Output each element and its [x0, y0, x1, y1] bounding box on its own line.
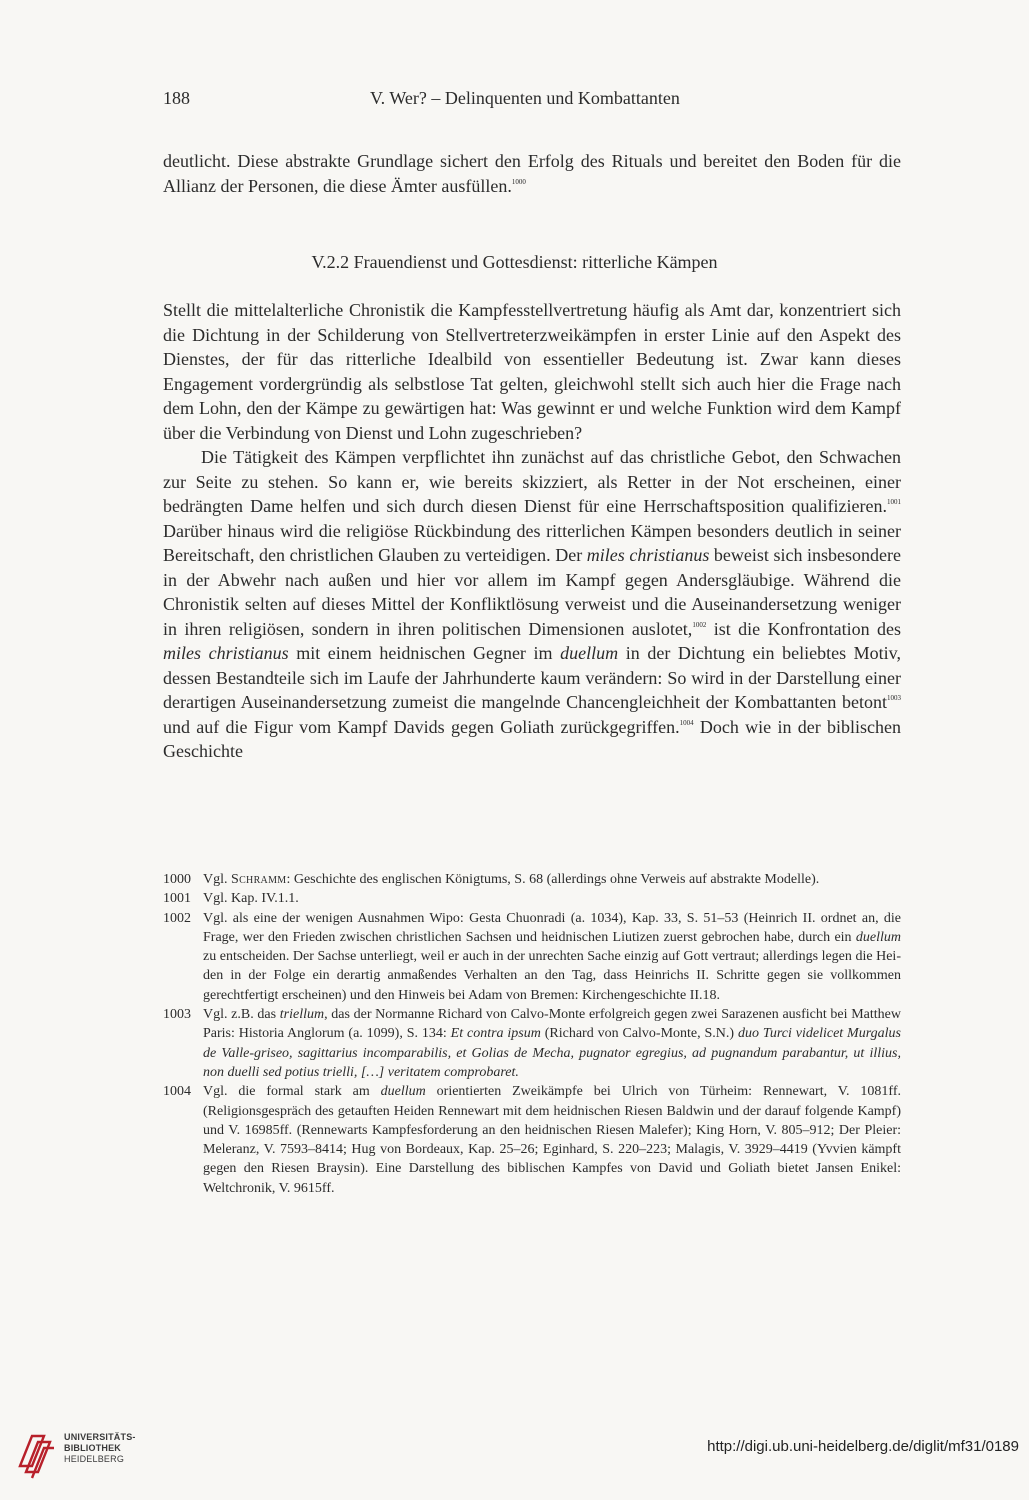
- footnote-number: 1001: [163, 891, 191, 907]
- intro-text: deutlicht. Diese abstrakte Grundlage sichert den Erfolg des Rituals und bereitet den Boden für die Allianz der Personen, die diese Ämter ausfüllen.: [163, 151, 901, 196]
- library-logo-icon: [14, 1426, 58, 1482]
- footnote-text: Vgl. Schramm: Geschichte des englischen Königtums, S. 68 (allerdings ohne Verweis auf abstrakte Modelle).: [203, 872, 820, 887]
- footnote: [163, 909, 901, 1005]
- footnote-number: 1002: [163, 910, 191, 926]
- paragraph-2: Die Tätigkeit des Kämpen verpflichtet ihn zunächst auf das christliche Gebot, den Schwachen zur Seite zu stehen. So kann er, wie bereits skizziert, als Retter in der Not erscheinen, einer bedrängten Dame helfen und sich durch diesen Dienst für eine Herrschaftsposition qualifizieren.$^{1001}$ Darüber hinaus wird die religiöse Rückbindung des ritterlichen Kämpen besonders deutlich in seiner Bereitschaft, den christlichen Glauben zu verteidigen. Der miles christianus beweist sich insbesondere in der Abwehr nach außen und hier vor allem im Kampf gegen Andersgläubige. Während die Chronistik selten auf dieses Mittel der Konfliktlösung verweist und die Auseinandersetzung weniger in ihren religiösen, sondern in ihren politischen Dimensionen auslotet,$^{1002}$ ist die Konfrontation des miles christianus mit einem heidnischen Gegner im duellum in der Dichtung ein beliebtes Motiv, dessen Bestandteile sich im Laufe der Jahrhunderte kaum verändern: So wird in der Darstellung einer derartigen Auseinandersetzung zumeist die mangelnde Chancengleichheit der Kombattanten betont$^{1003}$ und auf die Figur vom Kampf Davids gegen Goliath zurückgegriffen.$^{1004}$ Doch wie in der biblischen Geschichte: [163, 447, 902, 761]
- library-logo-text: UNIVERSITÄTS- BIBLIOTHEK HEIDELBERG: [64, 1432, 136, 1464]
- footnote: [163, 1005, 901, 1082]
- footnote: [163, 889, 901, 908]
- latin-term: duellum: [560, 643, 619, 663]
- footnote-text: Vgl. Kap. IV.1.1.: [203, 891, 299, 907]
- footnote: [163, 1082, 901, 1198]
- footnote-text: Vgl. als eine der wenigen Ausnahmen Wipo: Gesta Chuonradi (a. 1034), Kap. 33, S. 51–53 (Heinrich II. ordnet an, die Frage, wer den Frieden zwischen christlichen Sachsen und heidnischen Liutizen zuerst gebrochen habe, durch ein duellum zu entscheiden. Der Sachse unterliegt, weil er auch in der unrechten Sache einzig auf Gott vertraut; allerdings legen die Heiden in der Folge ein derartig anmaßendes Verhalten an den Tag, dass Heinrichs II. Schritte gegen sie vollkommen gerechtfertigt erscheinen) und den Hinweis bei Adam von Bremen: Kirchengeschichte II.18.: [203, 910, 901, 1003]
- footnote-number: 1004: [163, 1084, 191, 1100]
- footnote-ref[interactable]: 1000: [511, 177, 526, 186]
- page-number: 188: [163, 88, 190, 108]
- footnote-number: 1003: [163, 1007, 191, 1023]
- running-head: V. Wer? – Delinquenten und Kombattanten: [370, 88, 680, 108]
- latin-term: miles christianus: [586, 545, 710, 565]
- source-url-link[interactable]: http://digi.ub.uni-heidelberg.de/diglit/mf31/0189: [707, 1438, 1019, 1455]
- footnote-number: 1000: [163, 872, 191, 887]
- intro-paragraph: [163, 149, 901, 198]
- section-heading: V.2.2 Frauendienst und Gottesdienst: ritterliche Kämpen: [311, 252, 718, 272]
- footnote-ref[interactable]: 1003: [887, 694, 901, 702]
- footnote-ref[interactable]: 1001: [887, 498, 901, 506]
- main-text: [163, 298, 901, 764]
- library-logo[interactable]: [12, 1430, 192, 1490]
- footnotes: [163, 870, 901, 1198]
- footnote: [163, 870, 901, 889]
- footnote-text: Vgl. die formal stark am duellum orientierten Zweikämpfe bei Ulrich von Türheim: Rennewart, V. 1081ff. (Religionsgespräch des getauften Heiden Rennewart mit dem heidnischen Riesen Baldwin und der darauf folgende Kampf) und V. 16985ff. (Rennewarts Kampfesforderung an den heidnischen Riesen Malefer); King Horn, V. 805–912; Der Pleier: Meleranz, V. 7593–8414; Hug von Bordeaux, Kap. 25–26; Eginhard, S. 220–223; Malagis, V. 3929–4419 (Yvvien kämpft gegen den Riesen Braysin). Eine Darstellung des biblischen Kampfes von David und Goliath bietet Jansen Enikel: Weltchronik, V. 9615ff.: [203, 1084, 901, 1196]
- paragraph-1: Stellt die mittelalterliche Chronistik die Kampfesstellvertretung häufig als Amt dar, konzentriert sich die Dichtung in der Schilderung von Stellvertreterzweikämpfen in erster Linie auf den Aspekt des Dienstes, der für das ritterliche Idealbild von essentieller Bedeutung ist. Zwar kann dieses Engagement vordergründig als selbstlose Tat gelten, gleichwohl stellt sich auch hier die Frage nach dem Lohn, den der Kämpe zu gewärtigen hat: Was gewinnt er und welche Funktion wird dem Kampf über die Verbindung von Dienst und Lohn zugeschrieben?: [163, 300, 901, 443]
- footnote-ref[interactable]: 1002: [692, 620, 707, 629]
- latin-term: miles christianus: [163, 643, 289, 663]
- author-name: Schramm: [231, 872, 287, 887]
- footnote-ref[interactable]: 1004: [679, 718, 694, 727]
- footnote-text: Vgl. z.B. das triellum, das der Normanne Richard von Calvo-Monte erfolgreich gegen zwei Sarazenen ausficht bei Matthew Paris: Historia Anglorum (a. 1099), S. 134: Et contra ipsum (Richard von Calvo-Monte, S.N.) duo Turci videlicet Murgalus de Valle-griseo, sagittarius incomparabilis, et Golias de Mecha, pugnator egregius, ad pugnandum parabantur, ut illius, non duelli sed potius trielli, […] veritatem comprobaret.: [203, 1007, 901, 1080]
